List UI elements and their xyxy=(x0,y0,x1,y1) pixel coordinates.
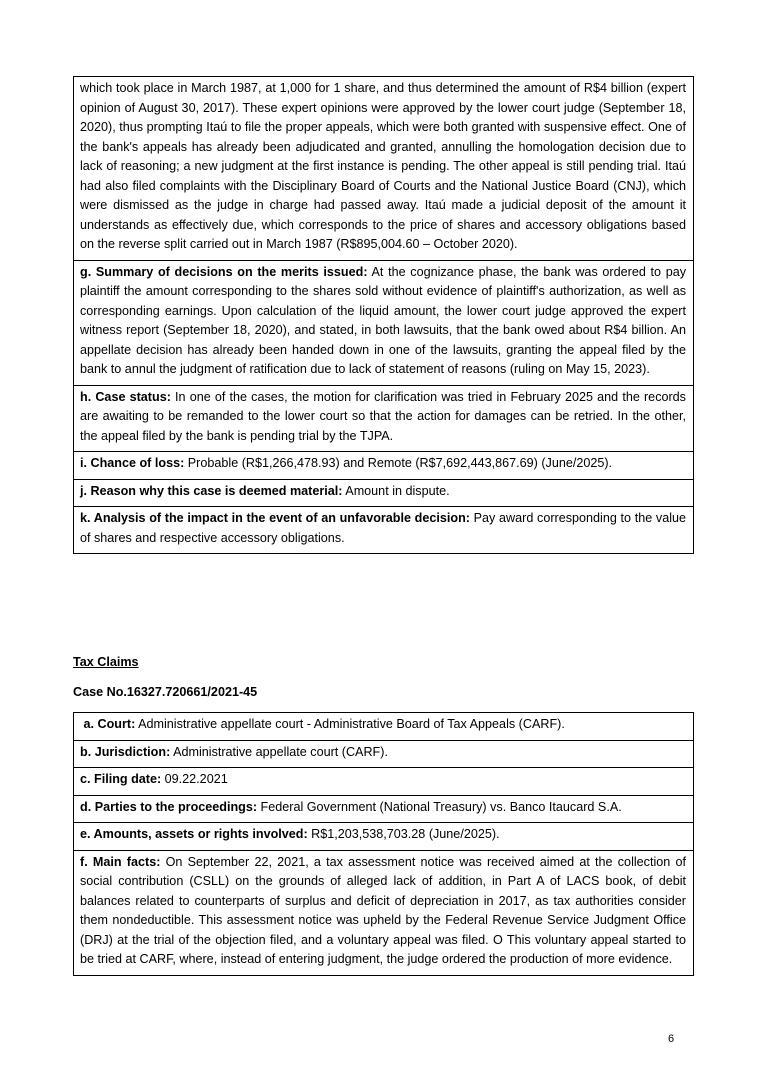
parties-cell xyxy=(74,795,694,823)
row-label: a. Court: xyxy=(83,717,136,731)
row-label: c. Filing date: xyxy=(80,772,162,786)
row-text: Probable (R$1,266,478.93) and Remote (R$7,692,443,867.69) (June/2025). xyxy=(184,456,613,470)
table-row xyxy=(74,260,694,385)
row-text: Administrative appellate court (CARF). xyxy=(170,744,388,759)
table-row xyxy=(74,768,694,796)
row-label: b. Jurisdiction: xyxy=(80,744,171,759)
continuation-text: which took place in March 1987, at 1,000 for 1 share, and thus determined the amount of R$4 billion (expert opinion of August 30, 2017). These expert opinions were approved by the lower court judge (September 18, 2020), thus prompting Itaú to file the proper appeals, which were both granted with suspensive effect. One of the bank's appeals has already been adjudicated and granted, annulling the homologation decision due to lack of reasoning; a new judgment at the first instance is pending. The other appeal is still pending trial. Itaú had also filed complaints with the Disciplinary Board of Courts and the National Justice Board (CNJ), which were dismissed as the judge in charge had passed away. Itaú made a judicial deposit of the amount it understands as effectively due, which corresponds to the price of shares and accessory obligations based on the reverse split carried out in March 1987 (R$895,004.60 – October 2020). xyxy=(80,81,686,251)
row-text: Federal Government (National Treasury) vs. Banco Itaucard S.A. xyxy=(257,799,622,814)
table-row xyxy=(74,823,694,851)
row-label: f. Main facts: xyxy=(80,854,161,869)
row-label: g. Summary of decisions on the merits issued: xyxy=(80,264,368,279)
table-row xyxy=(74,850,694,975)
row-label: i. Chance of loss: xyxy=(80,456,185,470)
court-cell xyxy=(74,713,694,741)
table-row xyxy=(74,385,694,452)
row-text: In one of the cases, the motion for clarification was tried in February 2025 and the records are awaiting to be remanded to the lower court so that the action for damages can be retried. In the other, the appeal filed by the bank is pending trial by the TJPA. xyxy=(80,389,686,443)
row-text: Administrative appellate court - Administrative Board of Tax Appeals (CARF). xyxy=(135,717,565,731)
row-text: R$1,203,538,703.28 (June/2025). xyxy=(307,827,500,841)
row-label: j. Reason why this case is deemed material: xyxy=(80,483,343,498)
table-row xyxy=(74,507,694,554)
row-label: e. Amounts, assets or rights involved: xyxy=(80,827,308,841)
row-label: h. Case status: xyxy=(80,389,171,404)
materiality-reason-cell xyxy=(74,479,694,507)
impact-analysis-cell xyxy=(74,507,694,554)
table-row xyxy=(74,713,694,741)
table-row xyxy=(74,740,694,768)
row-text: On September 22, 2021, a tax assessment notice was received aimed at the collection of social contribution (CSLL) on the grounds of alleged lack of addition, in Part A of LACS book, of debit balances related to counterparts of surplus and deficit of depreciation in 2017, as tax authorities consider them nondeductible. This assessment notice was upheld by the Federal Revenue Service Judgment Office (DRJ) at the trial of the objection filed, and a voluntary appeal was filed. O This voluntary appeal started to be tried at CARF, where, instead of entering judgment, the judge ordered the production of more evidence. xyxy=(80,854,686,966)
filing-date-cell xyxy=(74,768,694,796)
table-row xyxy=(74,479,694,507)
main-facts-continuation xyxy=(74,77,694,261)
decisions-summary-cell xyxy=(74,260,694,385)
case-number: Case No.16327.720661/2021-45 xyxy=(73,685,258,699)
row-label: d. Parties to the proceedings: xyxy=(80,799,258,814)
table-row xyxy=(74,795,694,823)
row-text: Pay award corresponding to the value of shares and respective accessory obligations. xyxy=(80,511,687,545)
main-facts-cell xyxy=(74,850,694,975)
row-text: 09.22.2021 xyxy=(161,772,228,786)
continuation-case-table xyxy=(73,76,694,554)
table-row xyxy=(74,77,694,261)
jurisdiction-cell xyxy=(74,740,694,768)
row-text: Amount in dispute. xyxy=(342,483,450,498)
row-text: At the cognizance phase, the bank was ordered to pay plaintiff the amount corresponding to the shares sold without evidence of plaintiff's authorization, as well as corresponding earnings. Upon calculation of the liquid amount, the lower court judge approved the expert witness report (September 18, 2020), and stated, in both lawsuits, that the bank owed about R$4 billion. An appellate decision has already been handed down in one of the lawsuits, granting the appeal filed by the bank to annul the judgment of ratification due to lack of statement of reasons (ruling on May 15, 2023). xyxy=(80,264,686,376)
table-row xyxy=(74,452,694,480)
section-title: Tax Claims xyxy=(73,655,139,669)
case-status-cell xyxy=(74,385,694,452)
page-number: 6 xyxy=(668,1033,675,1045)
row-label: k. Analysis of the impact in the event of an unfavorable decision: xyxy=(80,511,470,525)
amounts-cell xyxy=(74,823,694,851)
tax-case-table xyxy=(73,712,694,976)
chance-of-loss-cell xyxy=(74,452,694,480)
